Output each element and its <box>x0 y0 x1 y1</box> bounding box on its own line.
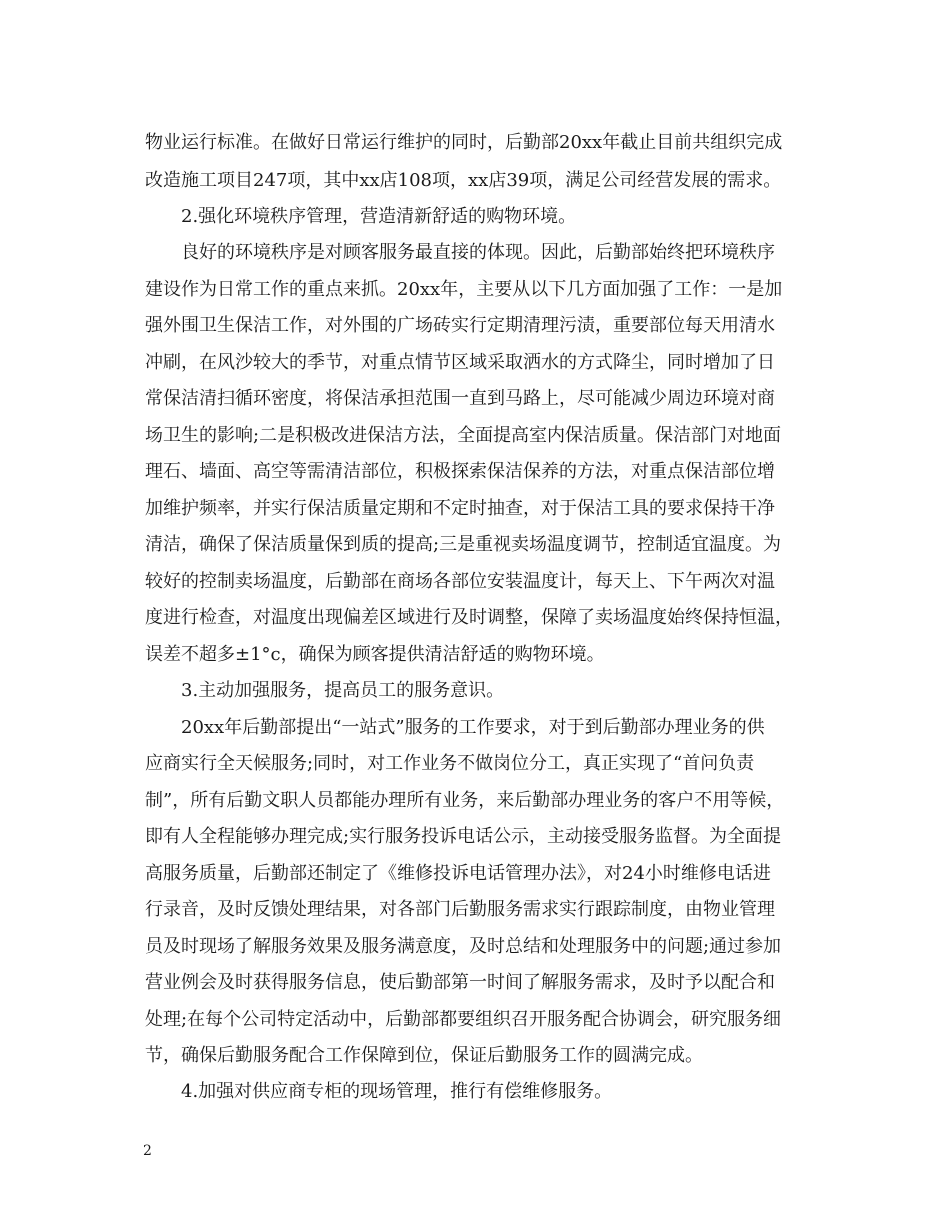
text-line: 较好的控制卖场温度，后勤部在商场各部位安装温度计，每天上、下午两次对温 <box>145 571 775 592</box>
text-line: 即有人全程能够办理完成;实行服务投诉电话公示，主动接受服务监督。为全面提 <box>145 826 782 847</box>
text-line: 强外围卫生保洁工作，对外围的广场砖实行定期清理污渍，重要部位每天用清水 <box>145 315 775 336</box>
text-line: 营业例会及时获得服务信息，使后勤部第一时间了解服务需求，及时予以配合和 <box>145 972 775 993</box>
text-line: 加维护频率，并实行保洁质量定期和不定时抽查，对于保洁工具的要求保持干净 <box>145 498 775 519</box>
section-heading: 3.主动加强服务，提高员工的服务意识。 <box>181 680 505 701</box>
text-line: 场卫生的影响;二是积极改进保洁方法，全面提高室内保洁质量。保洁部门对地面 <box>145 425 782 446</box>
text-line: 行录音，及时反馈处理结果，对各部门后勤服务需求实行跟踪制度，由物业管理 <box>145 899 775 920</box>
text-line: 改造施工项目247项，其中xx店108项，xx店39项，满足公司经营发展的需求。 <box>145 170 782 191</box>
section-heading: 4.加强对供应商专柜的现场管理，推行有偿维修服务。 <box>181 1081 613 1102</box>
text-line: 处理;在每个公司特定活动中，后勤部都要组织召开服务配合协调会，研究服务细 <box>145 1009 782 1030</box>
text-line: 建设作为日常工作的重点来抓。20xx年，主要从以下几方面加强了工作：一是加 <box>145 279 783 300</box>
text-line: 度进行检查，对温度出现偏差区域进行及时调整，保障了卖场温度始终保持恒温， <box>145 607 793 628</box>
text-line: 制”，所有后勤文职人员都能办理所有业务，来后勤部办理业务的客户不用等候， <box>145 790 785 811</box>
text-line: 节，确保后勤服务配合工作保障到位，保证后勤服务工作的圆满完成。 <box>145 1045 703 1066</box>
text-line: 清洁，确保了保洁质量保到质的提高;三是重视卖场温度调节，控制适宜温度。为 <box>145 534 782 555</box>
text-line: 理石、墙面、高空等需清洁部位，积极探索保洁保养的方法，对重点保洁部位增 <box>145 461 775 482</box>
page-number: 2 <box>143 1143 152 1159</box>
text-line: 常保洁清扫循环密度，将保洁承担范围一直到马路上，尽可能减少周边环境对商 <box>145 388 775 409</box>
text-line: 员及时现场了解服务效果及服务满意度，及时总结和处理服务中的问题;通过参加 <box>145 936 782 957</box>
text-line: 物业运行标准。在做好日常运行维护的同时，后勤部20xx年截止目前共组织完成 <box>145 132 783 153</box>
text-line: 冲刷，在风沙较大的季节，对重点情节区域采取洒水的方式降尘，同时增加了日 <box>145 352 775 373</box>
text-line: 误差不超多±1°c，确保为顾客提供清洁舒适的购物环境。 <box>145 644 605 665</box>
text-line: 高服务质量，后勤部还制定了《维修投诉电话管理办法》，对24小时维修电话进 <box>145 863 771 884</box>
section-heading: 2.强化环境秩序管理，营造清新舒适的购物环境。 <box>181 206 577 227</box>
text-line: 良好的环境秩序是对顾客服务最直接的体现。因此，后勤部始终把环境秩序 <box>181 242 775 263</box>
text-line: 20xx年后勤部提出“一站式”服务的工作要求，对于到后勤部办理业务的供 <box>181 717 765 738</box>
text-line: 应商实行全天候服务;同时，对工作业务不做岗位分工，真正实现了“首问负责 <box>145 753 755 774</box>
